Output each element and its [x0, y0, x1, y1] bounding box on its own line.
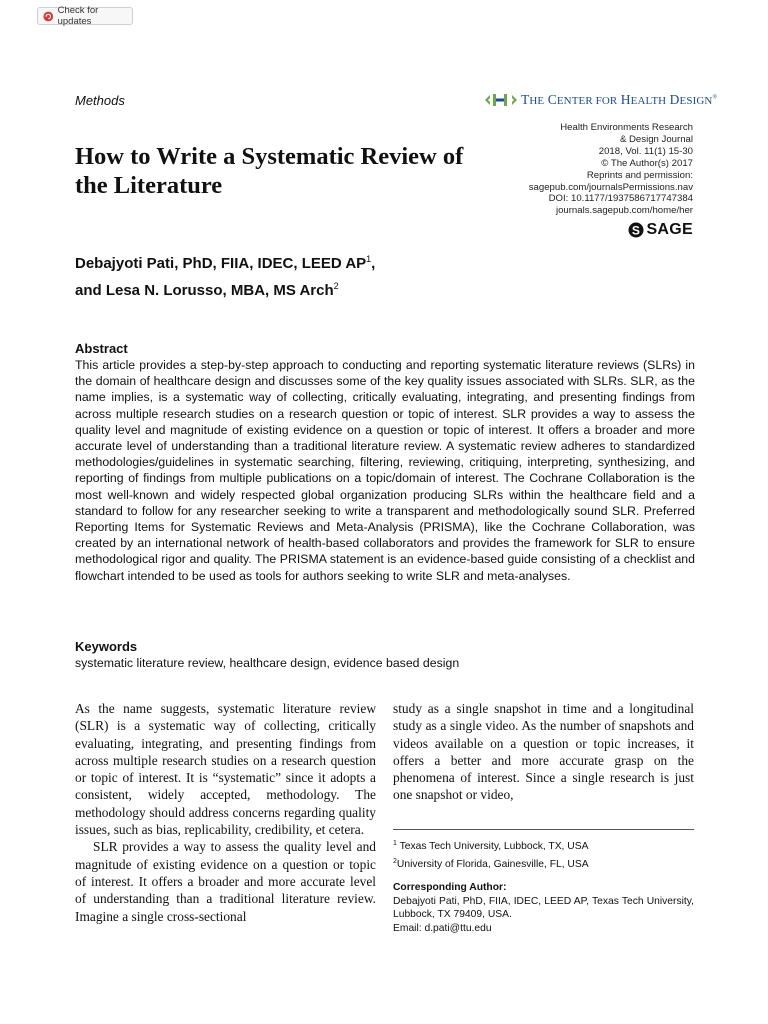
author-2-affiliation-mark: 2 [333, 281, 339, 291]
reprints-label: Reprints and permission: [586, 169, 693, 181]
author-separator: , [371, 255, 376, 272]
journal-name-line1: Health Environments Research [560, 122, 693, 133]
author-2 [75, 275, 375, 302]
footnote-2 [393, 855, 694, 873]
check-for-updates-label: Check for updates [57, 5, 99, 27]
abstract-section [75, 341, 695, 584]
footnote-1-text: Texas Tech University, Lubbock, TX, USA [399, 841, 589, 852]
body-column-right [393, 700, 694, 804]
refresh-badge-icon [43, 11, 54, 22]
corresponding-author-email[interactable]: Email: d.pati@ttu.edu [393, 922, 492, 934]
abstract-text: This article provides a step-by-step approach to conducting and reporting systematic literature reviews (SLRs) in the domain of healthcare design and discusses some of the key quality issues associated with SLRs. SLR, as the name implies, is a systematic way of collecting, critically evaluating, integrating, and presenting findings from across multiple research studies on a research question or topic of interest. SLR provides a way to assess the quality level and magnitude of existing evidence on a question or topic of interest. It offers a broader and more accurate level of understanding than a traditional literature review. A systematic review adheres to standardized methodologies/guidelines in systematic searching, filtering, reviewing, critiquing, interpreting, synthesizing, and reporting of findings from multiple publications on a topic/domain of interest. The Cochrane Collaboration is the most well-known and widely respected global organization producing SLRs within the healthcare field and a standard to follow for any researcher seeking to write a transparent and methodologically sound SLR. Preferred Reporting Items for Systematic Reviews and Meta-Analysis (PRISMA), like the Cochrane Collaboration, was created by an international network of health-based collaborators and provides the framework for SLR to ensure methodological rigor and quality. The PRISMA statement is an evidence-based guide consisting of a checklist and flowchart intended to be used as tools for authors seeking to write SLR and meta-analyses. [75, 358, 695, 583]
keywords-heading: Keywords [75, 639, 138, 654]
author-2-name: and Lesa N. Lorusso, MBA, MS Arch [75, 282, 334, 299]
footnote-2-text: University of Florida, Gainesville, FL, USA [396, 858, 589, 870]
article-title: How to Write a Systematic Review of the Literature [75, 143, 464, 199]
copyright: © The Author(s) 2017 [601, 157, 693, 169]
permissions-link[interactable]: sagepub.com/journalsPermissions.nav [528, 181, 693, 193]
publisher-logo [484, 92, 717, 108]
footnote-2-mark: 2 [393, 857, 397, 865]
affiliation-footnotes [393, 837, 694, 872]
author-1-name: Debajyoti Pati, PhD, FIIA, IDEC, LEED AP [75, 255, 367, 272]
publisher-name: THE CENTER FOR HEALTH DESIGN® [521, 92, 718, 107]
journal-name-line2: & Design Journal [619, 133, 693, 145]
footnote-1-mark: 1 [393, 840, 397, 847]
svg-text:S: S [632, 223, 641, 238]
section-label: Methods [75, 93, 125, 108]
author-1 [75, 248, 375, 275]
corresponding-author-heading: Corresponding Author: [393, 882, 507, 893]
check-for-updates-button[interactable] [37, 7, 133, 25]
body-paragraph: As the name suggests, systematic literature review (SLR) is a systematic way of collecting, critically evaluating, integrating, and presenting findings from across multiple research studies on a research question or topic of interest. It is “systematic” since it adopts a consistent, widely accepted, methodology. The methodology should address concerns regarding quality issues, such as bias, replicability, credibility, et cetera. [75, 701, 376, 838]
sage-wordmark: SAGE [646, 221, 693, 238]
body-column-left [75, 700, 376, 925]
corresponding-author [393, 881, 694, 935]
corresponding-author-address: Debajyoti Pati, PhD, FIIA, IDEC, LEED AP, Texas Tech University, Lubbock, TX 79409, USA. [393, 895, 694, 920]
journal-metadata [529, 122, 693, 217]
author-list [75, 248, 375, 302]
journal-volume: 2018, Vol. 11(1) 15-30 [598, 145, 693, 157]
sage-s-icon [628, 222, 644, 238]
body-paragraph: SLR provides a way to assess the quality level and magnitude of existing evidence on a question or topic of interest. It offers a broader and more accurate level of understanding than a traditional literature review. Imagine a single cross-sectional [75, 839, 376, 924]
journal-homepage-link[interactable]: journals.sagepub.com/home/her [555, 205, 693, 217]
sage-logo [628, 221, 693, 239]
chd-logo-icon [484, 92, 518, 108]
body-paragraph: study as a single snapshot in time and a longitudinal study as a single video. As the number of snapshots and videos available on a question or topic increases, it offers a better and more accurate grasp on the phenomena of interest. Since a single research is just one snapshot or video, [393, 701, 694, 803]
author-1-affiliation-mark: 1 [366, 254, 372, 264]
footnote-divider [393, 829, 694, 830]
abstract-heading: Abstract [75, 341, 128, 356]
doi[interactable]: DOI: 10.1177/1937586717747384 [548, 193, 693, 205]
keywords-section [75, 638, 695, 672]
keywords-text: systematic literature review, healthcare design, evidence based design [75, 656, 460, 670]
footnote-1 [393, 837, 694, 855]
